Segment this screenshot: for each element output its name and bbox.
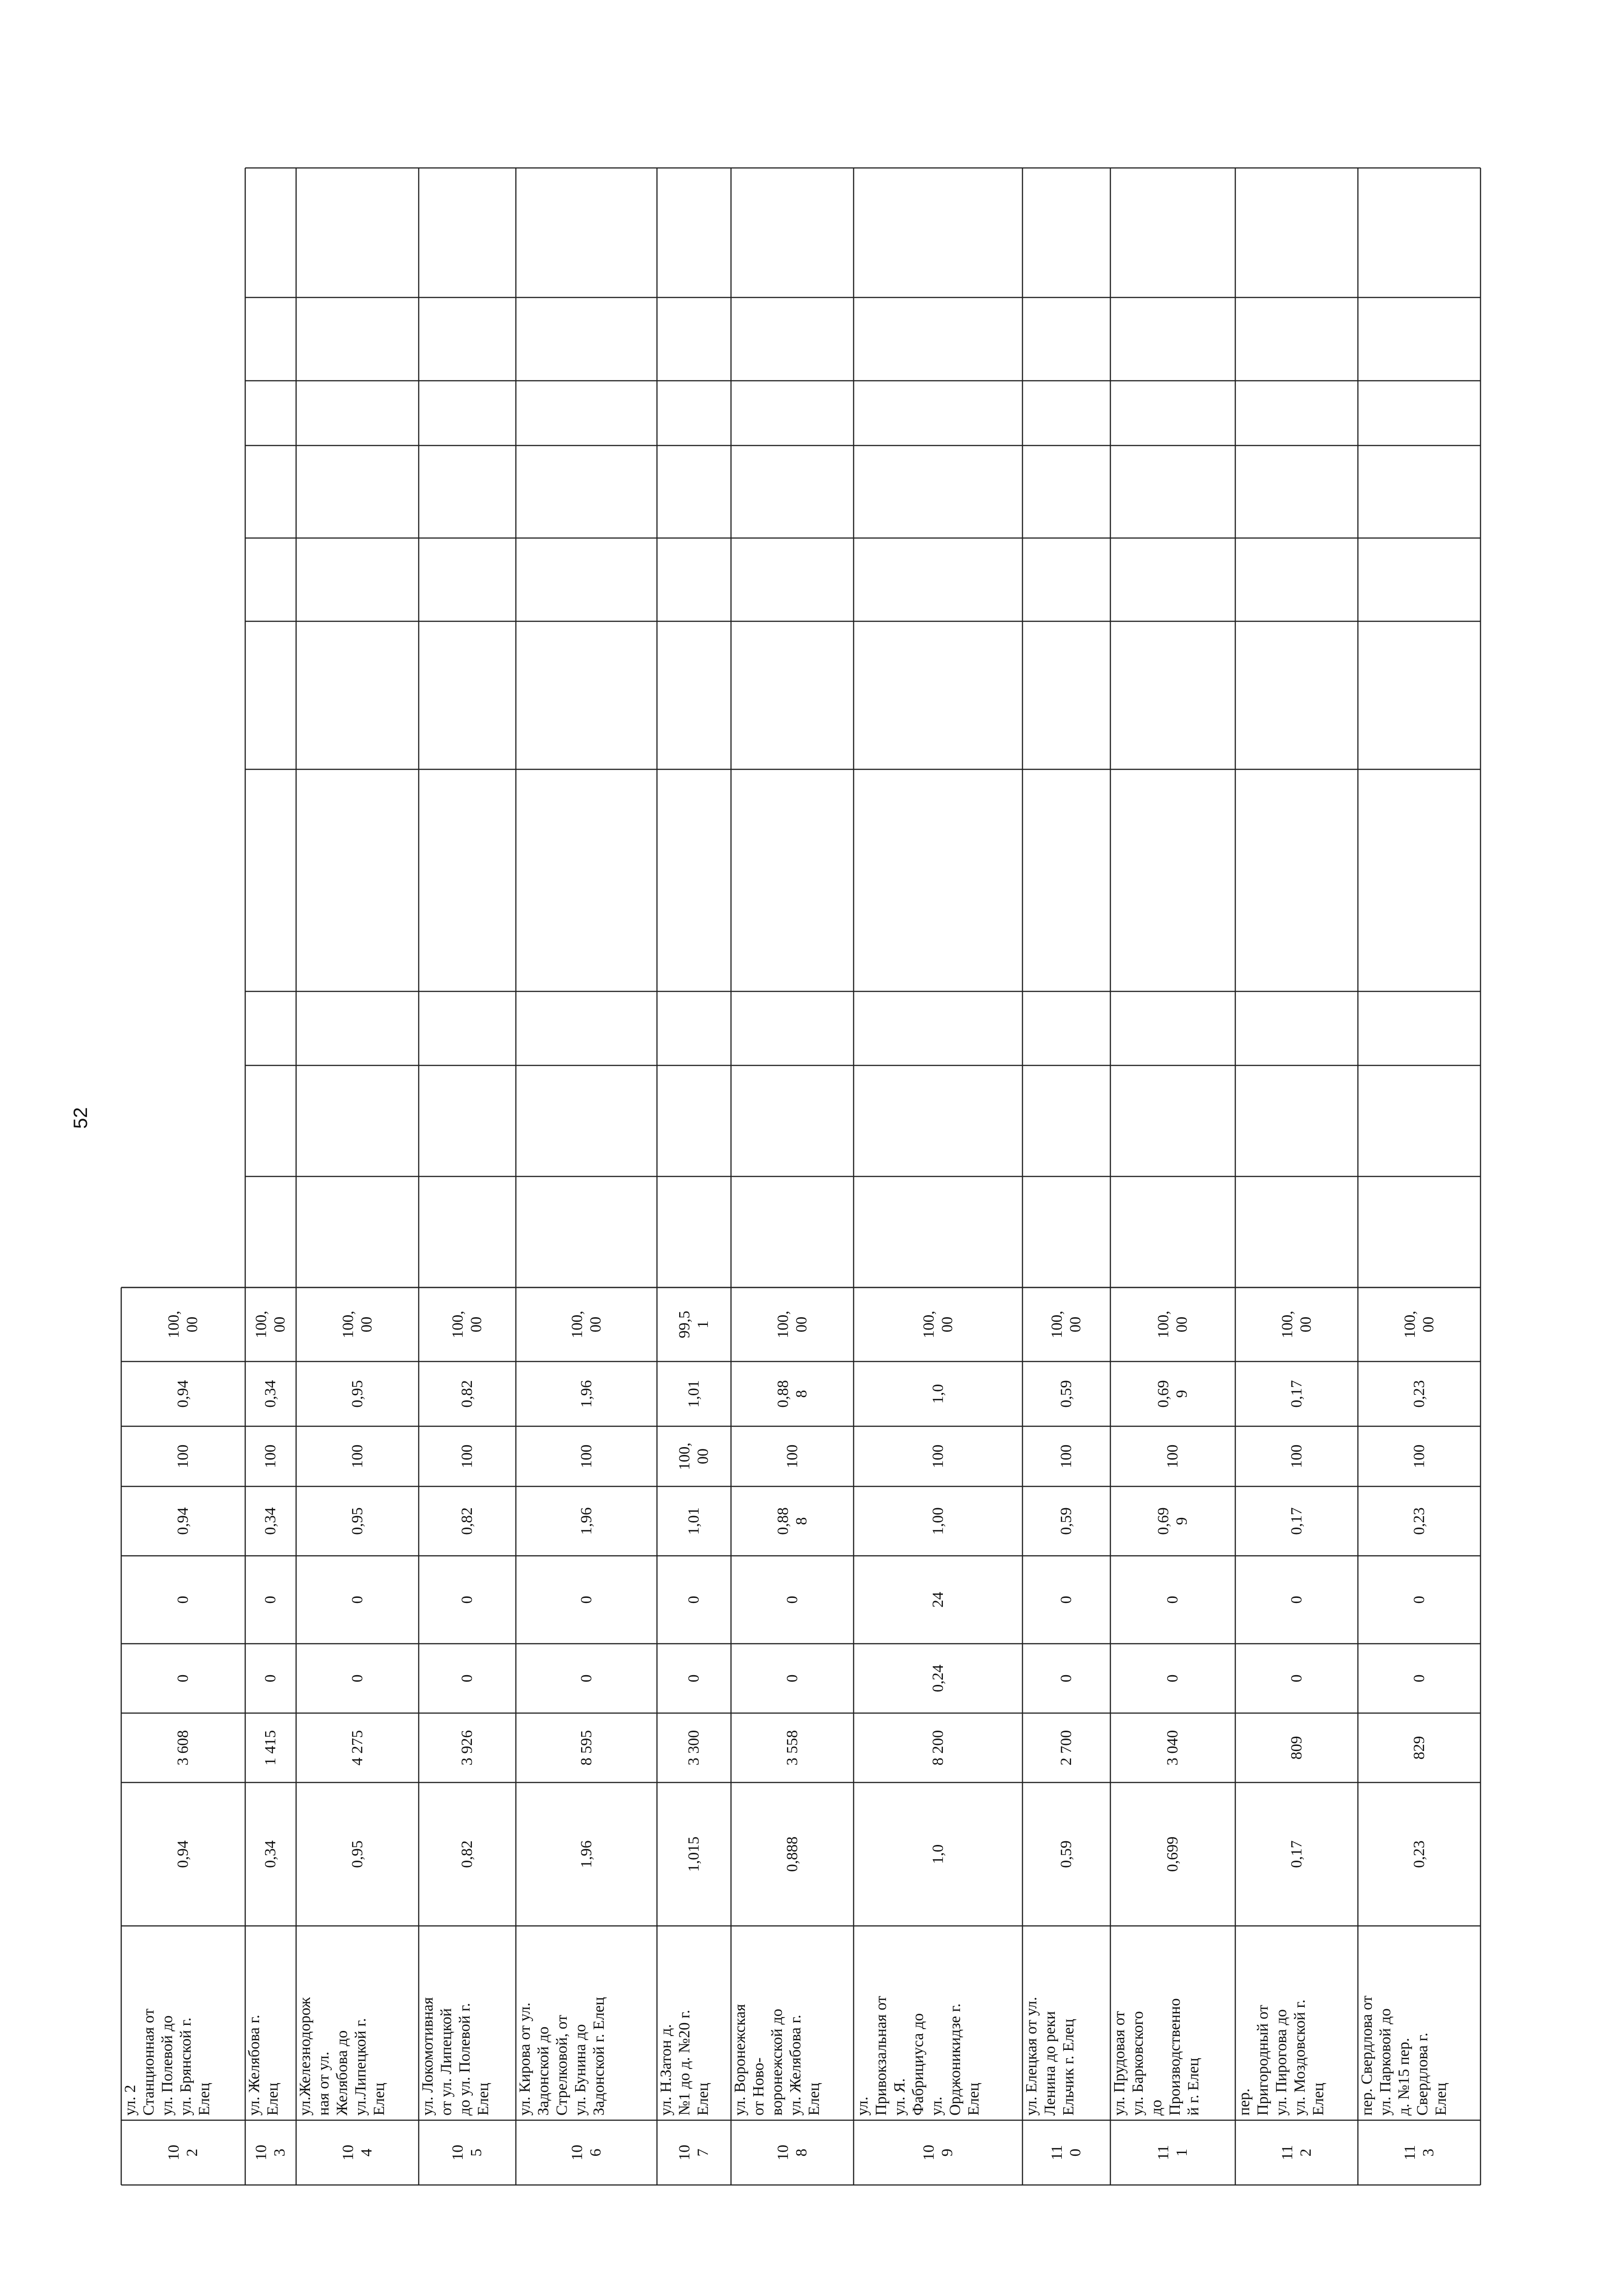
table-cell-c3: 0 — [1164, 1674, 1181, 1683]
table-cell-c8: 100, 00 — [1278, 1311, 1314, 1338]
table-cell-c7: 0,59 — [1058, 1380, 1075, 1408]
table-cell-c6: 100 — [1288, 1444, 1305, 1468]
table-cell-c4: 0 — [1164, 1596, 1181, 1604]
table-cell-c3: 0 — [685, 1674, 702, 1683]
table-cell-c8: 100, 00 — [920, 1311, 956, 1338]
table-cell-no: 10 3 — [253, 2145, 288, 2160]
table-cell-c6: 100 — [1058, 1444, 1075, 1468]
table-cell-c8: 100, 00 — [253, 1311, 288, 1338]
table-cell-c4: 0 — [783, 1596, 801, 1604]
table-cell-c6: 100 — [1410, 1444, 1428, 1468]
table-cell-c5: 0,88 8 — [774, 1507, 810, 1535]
table-cell-no: 10 5 — [449, 2145, 485, 2160]
table-cell-c3: 0 — [1288, 1674, 1305, 1683]
table-cell-c8: 100, 00 — [1155, 1311, 1190, 1338]
table-cell-c1: 0,94 — [174, 1840, 192, 1868]
table-cell-c5: 0,69 9 — [1155, 1507, 1190, 1535]
table-cell-no: 10 8 — [774, 2145, 810, 2160]
table-cell-c5: 0,59 — [1058, 1507, 1075, 1535]
table-cell-c8: 100, 00 — [1401, 1311, 1437, 1338]
table-cell-c6: 100 — [262, 1444, 279, 1468]
table-cell-c2: 1 415 — [262, 1730, 279, 1766]
table-cell-c5: 0,95 — [348, 1507, 366, 1535]
table-cell-c2: 3 608 — [174, 1730, 192, 1766]
table-cell-c4: 0 — [458, 1596, 476, 1604]
table-cell-name: ул. Кирова от ул. Задонской до Стрелковой, от ул. Бунина до Задонской г. Елец — [516, 1997, 607, 2116]
table-cell-c5: 0,17 — [1288, 1507, 1305, 1535]
table-cell-c8: 100, 00 — [774, 1311, 810, 1338]
table-cell-c3: 0 — [1410, 1674, 1428, 1683]
table-cell-c8: 100, 00 — [339, 1311, 375, 1338]
table-cell-c7: 0,34 — [262, 1380, 279, 1408]
table-cell-c2: 3 926 — [458, 1730, 476, 1766]
page-number: 52 — [69, 1107, 91, 1129]
table-cell-c6: 100 — [929, 1444, 947, 1468]
table-cell-c1: 0,34 — [262, 1840, 279, 1868]
table-cell-c4: 0 — [1058, 1596, 1075, 1604]
table-cell-c3: 0,24 — [929, 1665, 947, 1692]
table-cell-c5: 0,94 — [174, 1507, 192, 1535]
table-cell-c3: 0 — [348, 1674, 366, 1683]
table-cell-no: 11 2 — [1278, 2145, 1314, 2160]
table-cell-name: пер. Пригородный от ул. Пирогова до ул. Моздовской г. Елец — [1236, 1999, 1327, 2116]
table-cell-c4: 0 — [348, 1596, 366, 1604]
table-cell-c6: 100 — [1164, 1444, 1181, 1468]
table-cell-c2: 809 — [1288, 1736, 1305, 1760]
table-cell-no: 11 3 — [1401, 2145, 1437, 2160]
table-cell-no: 11 0 — [1048, 2145, 1084, 2160]
table-cell-c7: 0,17 — [1288, 1380, 1305, 1408]
table-cell-c4: 0 — [1410, 1596, 1428, 1604]
table-cell-c2: 829 — [1410, 1736, 1428, 1760]
table-cell-c6: 100, 00 — [676, 1442, 712, 1470]
table-cell-c1: 0,59 — [1058, 1840, 1075, 1868]
table-cell-name: ул.Железнодорож ная от ул. Желябова до ул.Липецкой г. Елец — [297, 1997, 388, 2116]
table-cell-c6: 100 — [348, 1444, 366, 1468]
table-cell-c7: 0,69 9 — [1155, 1380, 1190, 1408]
table-cell-name: ул. Привокзальная от ул. Я. Фабрициуса до ул. Орджоникидзе г. Елец — [854, 1996, 982, 2116]
table-cell-c3: 0 — [174, 1674, 192, 1683]
table-cell-c5: 1,01 — [685, 1507, 702, 1535]
table-cell-no: 10 6 — [568, 2145, 604, 2160]
table-cell-c4: 0 — [685, 1596, 702, 1604]
table-cell-c1: 1,015 — [685, 1836, 702, 1872]
table-cell-no: 10 4 — [339, 2145, 375, 2160]
table-cell-c4: 0 — [262, 1596, 279, 1604]
table-cell-no: 10 7 — [676, 2145, 712, 2160]
table-cell-c1: 1,96 — [577, 1840, 595, 1868]
table-cell-c8: 100, 00 — [1048, 1311, 1084, 1338]
table-cell-c5: 1,96 — [577, 1507, 595, 1535]
table-cell-c1: 0,82 — [458, 1840, 476, 1868]
table-cell-c2: 8 200 — [929, 1730, 947, 1766]
table-cell-c6: 100 — [458, 1444, 476, 1468]
table-cell-c3: 0 — [783, 1674, 801, 1683]
table-cell-name: ул. Н.Затон д. №1 до д. №20 г. Елец — [657, 2010, 712, 2116]
table-cell-c1: 0,888 — [783, 1836, 801, 1872]
table-cell-c8: 100, 00 — [165, 1311, 201, 1338]
table-cell-c7: 0,23 — [1410, 1380, 1428, 1408]
table-cell-c4: 0 — [577, 1596, 595, 1604]
table-cell-c7: 0,95 — [348, 1380, 366, 1408]
table-cell-c4: 0 — [174, 1596, 192, 1604]
table-cell-c7: 0,88 8 — [774, 1380, 810, 1408]
table-cell-c2: 3 040 — [1164, 1730, 1181, 1766]
table-cell-c1: 0,95 — [348, 1840, 366, 1868]
table-cell-c7: 0,82 — [458, 1380, 476, 1408]
table-cell-c1: 0,23 — [1410, 1840, 1428, 1868]
table-cell-c7: 1,96 — [577, 1380, 595, 1408]
table-cell-name: ул. Локомотивная от ул. Липецкой до ул. Полевой г. Елец — [419, 1997, 492, 2116]
table-cell-c2: 2 700 — [1058, 1730, 1075, 1766]
table-cell-name: ул. Прудовая от ул. Барковского до Производственно й г. Елец — [1111, 1998, 1202, 2116]
table-cell-c6: 100 — [783, 1444, 801, 1468]
table-cell-c2: 3 300 — [685, 1730, 702, 1766]
table-cell-c2: 8 595 — [577, 1730, 595, 1766]
table-cell-c5: 0,82 — [458, 1507, 476, 1535]
table-cell-c8: 100, 00 — [449, 1311, 485, 1338]
table-cell-c1: 1,0 — [929, 1844, 947, 1864]
table-cell-c5: 0,23 — [1410, 1507, 1428, 1535]
table-cell-c6: 100 — [174, 1444, 192, 1468]
table-cell-name: ул. Воронежская от Ново- воронежской до ул. Желябова г. Елец — [731, 2004, 823, 2116]
table-cell-c3: 0 — [458, 1674, 476, 1683]
table-cell-c3: 0 — [262, 1674, 279, 1683]
table-cell-c2: 4 275 — [348, 1730, 366, 1766]
table-cell-name: ул. Елецкая от ул. Ленина до реки Ельчик г. Елец — [1023, 1997, 1077, 2116]
table-cell-c6: 100 — [577, 1444, 595, 1468]
table-cell-no: 10 2 — [165, 2145, 201, 2160]
table-cell-c3: 0 — [577, 1674, 595, 1683]
table-cell-c5: 1,00 — [929, 1507, 947, 1535]
table-cell-c4: 0 — [1288, 1596, 1305, 1604]
table-cell-c7: 1,0 — [929, 1384, 947, 1404]
table-cell-c4: 24 — [929, 1592, 947, 1608]
table-cell-no: 11 1 — [1155, 2145, 1190, 2160]
table-cell-c8: 100, 00 — [568, 1311, 604, 1338]
table-cell-c1: 0,17 — [1288, 1840, 1305, 1868]
table-cell-c1: 0,699 — [1164, 1836, 1181, 1872]
table-cell-name: ул. Желябова г. Елец — [246, 2014, 281, 2116]
table-cell-c7: 1,01 — [685, 1380, 702, 1408]
table-cell-c3: 0 — [1058, 1674, 1075, 1683]
table-cell-no: 10 9 — [920, 2145, 956, 2160]
table-cell-name: пер. Свердлова от ул. Парковой до д. №15 пер. Свердлова г. Елец — [1358, 1995, 1450, 2116]
table-cell-name: ул. 2 Станционная от ул. Полевой до ул. Брянской г. Елец — [122, 2008, 213, 2116]
table-cell-c7: 0,94 — [174, 1380, 192, 1408]
table-cell-c2: 3 558 — [783, 1730, 801, 1766]
table-cell-c8: 99,5 1 — [676, 1311, 712, 1338]
table-cell-c5: 0,34 — [262, 1507, 279, 1535]
